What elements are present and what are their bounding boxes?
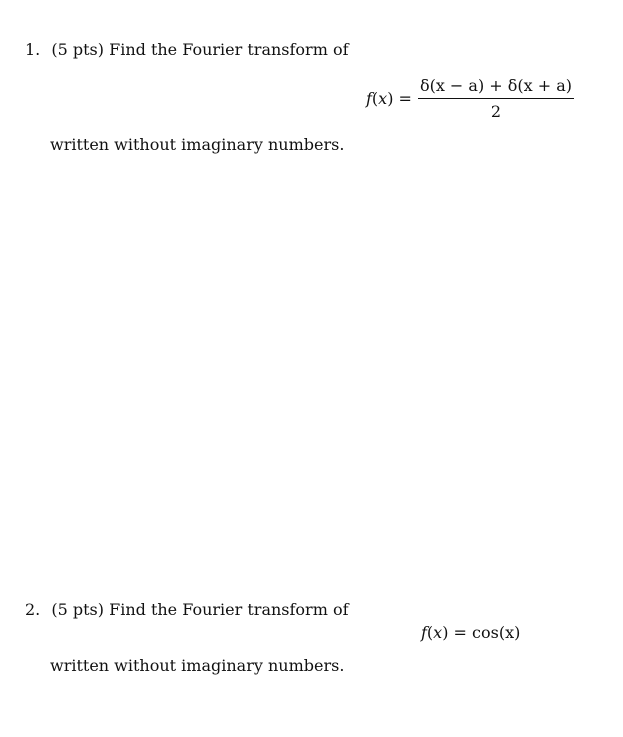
problem-1-denominator: 2	[490, 102, 502, 121]
problem-1-equation-lhs: f(x) =	[366, 89, 412, 108]
problem-2-number: 2.	[25, 600, 41, 619]
problem-2-heading	[25, 600, 349, 619]
problem-1-lhs-fn: f	[366, 89, 372, 108]
problem-1-prompt: Find the Fourier transform of	[109, 40, 349, 59]
problem-1-fraction	[418, 76, 574, 121]
problem-1-points: (5 pts)	[51, 40, 104, 59]
problem-1-equation	[366, 76, 574, 121]
problem-1-heading	[25, 40, 349, 59]
problem-2-points: (5 pts)	[51, 600, 104, 619]
problem-1-tail: written without imaginary numbers.	[50, 135, 345, 154]
problem-2-equation: f(x) = cos(x)	[421, 623, 521, 642]
problem-1-lhs-var: x	[378, 89, 388, 108]
problem-2-prompt: Find the Fourier transform of	[109, 600, 349, 619]
problem-2-lhs-fn: f	[421, 623, 427, 642]
problem-2-tail: written without imaginary numbers.	[50, 656, 345, 675]
problem-1-numerator: δ(x − a) + δ(x + a)	[418, 76, 574, 99]
problem-2-lhs-var: x	[433, 623, 443, 642]
problem-2-rhs: cos(x)	[472, 623, 521, 642]
problem-1-number: 1.	[25, 40, 41, 59]
